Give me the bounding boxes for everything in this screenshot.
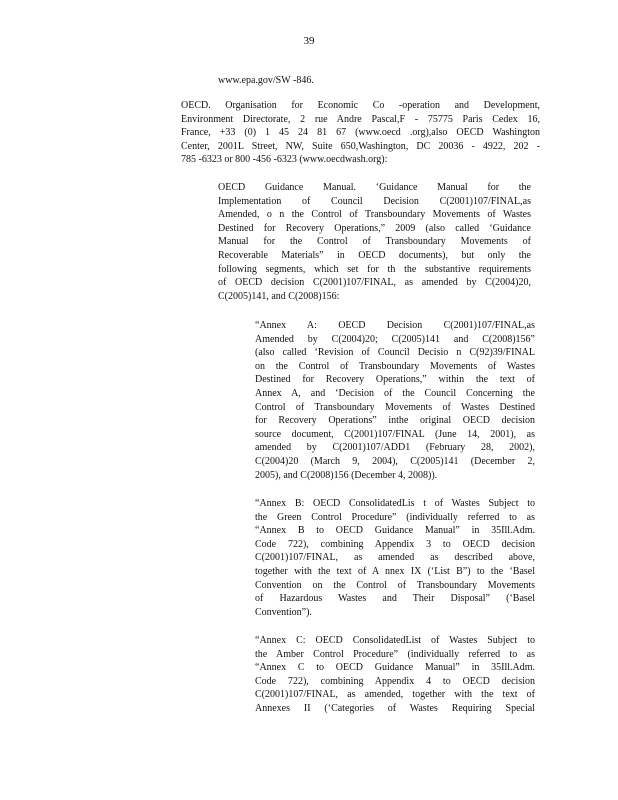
annex-b-paragraph xyxy=(255,497,535,619)
text-line: Code 722), combining Appendix 3 to OECD decision xyxy=(255,538,535,550)
text-line: the Amber Control Procedure” (individually referred to as xyxy=(255,648,535,660)
text-line: Recoverable Materials” in OECD documents), but only the xyxy=(218,249,531,261)
text-line: C(2005)141, and C(2008)156: xyxy=(218,290,340,302)
text-line: “Annex B to OECD Guidance Manual” in 35Ill.Adm. xyxy=(255,525,535,537)
text-line: 2005), and C(2008)156 (December 4, 2008)). xyxy=(255,469,438,481)
page-number: 39 xyxy=(303,35,315,47)
text-line: Convention on the Control of Transboundary Movements xyxy=(255,579,535,591)
text-line: Environment Directorate, 2 rue Andre Pascal,F - 75775 Paris Cedex 16, xyxy=(181,113,540,125)
text-line: “Annex B: OECD ConsolidatedLis t of Wastes Subject to xyxy=(255,498,535,509)
text-line: Implementation of Council Decision C(2001)107/FINAL,as xyxy=(218,195,531,207)
text-line: Convention”). xyxy=(255,606,312,618)
text-line: OECD. Organisation for Economic Co -operation and Development, xyxy=(181,100,540,111)
text-line: “Annex C: OECD ConsolidatedList of Wastes Subject to xyxy=(255,635,535,646)
text-line: of OECD decision C(2001)107/FINAL, as amended by C(2004)20, xyxy=(218,277,531,289)
text-line: “Annex C to OECD Guidance Manual” in 35Ill.Adm. xyxy=(255,662,535,674)
text-line: Code 722), combining Appendix 4 to OECD decision xyxy=(255,675,535,687)
text-line: together with the text of A nnex IX (‘List B”) to the ‘Basel xyxy=(255,565,535,577)
text-line: 785 -6323 or 800 -456 -6323 (www.oecdwash.org): xyxy=(181,154,388,166)
guidance-manual-paragraph xyxy=(218,181,531,303)
text-line: Amended, o n the Control of Transboundary Movements of Wastes xyxy=(218,209,531,221)
annex-c-paragraph xyxy=(255,634,535,716)
text-line: C(2001)107/FINAL, as amended as described above, xyxy=(255,552,535,564)
text-line: for Recovery Operations” inthe original OECD decision xyxy=(255,415,535,427)
text-line: Destined for Recovery Operations,” 2009 (also called ‘Guidance xyxy=(218,222,531,234)
text-line: (also called ‘Revision of Council Decisio n C(92)39/FINAL xyxy=(255,347,535,359)
epa-url-line: www.epa.gov/SW -846. xyxy=(218,75,314,86)
text-line: C(2001)107/FINAL, as amended, together with the text of xyxy=(255,689,535,701)
text-line: Destined for Recovery Operations,” within the text of xyxy=(255,374,535,386)
text-line: France, +33 (0) 1 45 24 81 67 (www.oecd .org),also OECD Washington xyxy=(181,127,540,139)
text-line: of Hazardous Wastes and Their Disposal” (‘Basel xyxy=(255,593,535,605)
text-line: following segments, which set for th the substantive requirements xyxy=(218,263,531,275)
text-line: source document, C(2001)107/FINAL (June 14, 2001), as xyxy=(255,428,535,440)
oecd-reference-paragraph xyxy=(181,99,540,167)
text-line: on the Control of Transboundary Movements of Wastes xyxy=(255,360,535,372)
annex-a-paragraph xyxy=(255,319,535,482)
text-line: C(2004)20 (March 9, 2004), C(2005)141 (December 2, xyxy=(255,455,535,467)
text-line: “Annex A: OECD Decision C(2001)107/FINAL,as xyxy=(255,320,535,331)
text-line: OECD Guidance Manual. ‘Guidance Manual for the xyxy=(218,182,531,193)
text-line: Amended by C(2004)20; C(2005)141 and C(2008)156” xyxy=(255,333,535,345)
text-line: Control of Transboundary Movements of Wastes Destined xyxy=(255,401,535,413)
text-line: the Green Control Procedure” (individually referred to as xyxy=(255,511,535,523)
text-line: Annex A, and ‘Decision of the Council Concerning the xyxy=(255,387,535,399)
text-line: Manual for the Control of Transboundary Movements of xyxy=(218,236,531,248)
text-line: Annexes II (‘Categories of Wastes Requiring Special xyxy=(255,702,535,714)
text-line: amended by C(2001)107/ADD1 (February 28, 2002), xyxy=(255,442,535,454)
text-line: Center, 2001L Street, NW, Suite 650,Washington, DC 20036 - 4922, 202 - xyxy=(181,140,540,152)
